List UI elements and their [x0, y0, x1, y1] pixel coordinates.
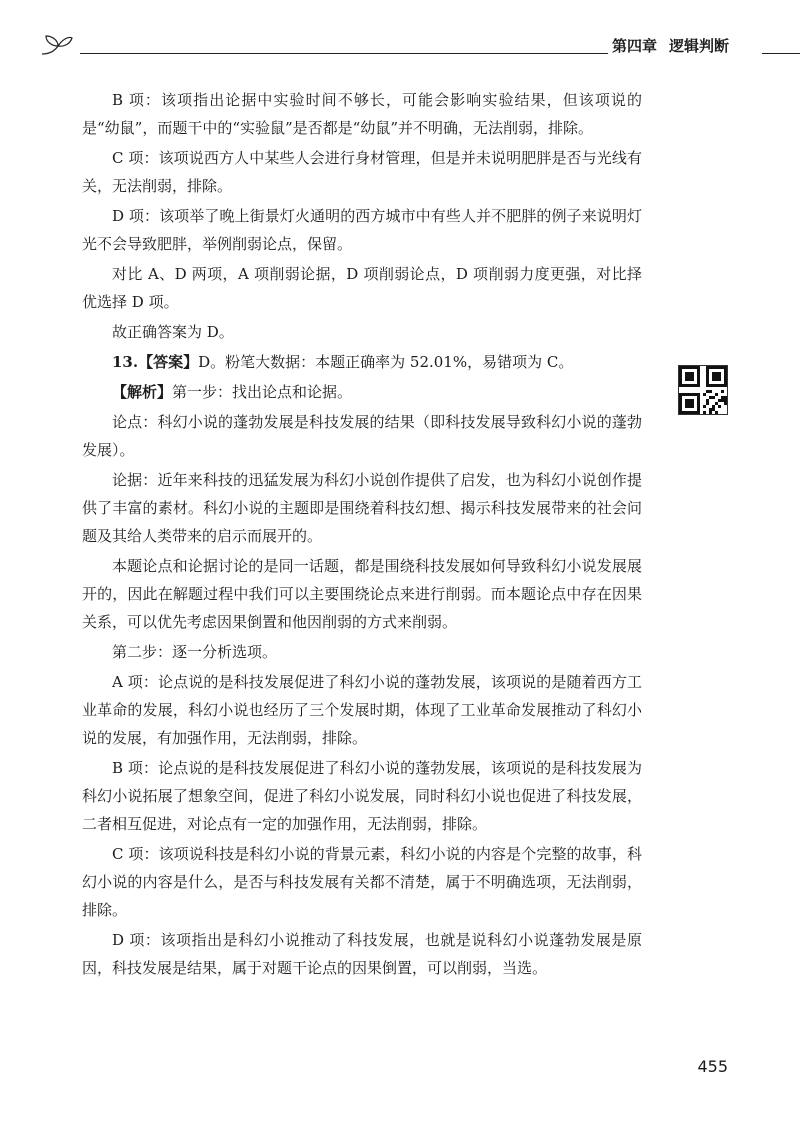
paragraph	[82, 86, 642, 142]
qr-code-graphic	[679, 366, 727, 414]
paragraph	[82, 378, 642, 406]
section-title: 逻辑判断	[669, 37, 730, 55]
paragraph-text: C 项：该项说西方人中某些人会进行身材管理，但是并未说明肥胖是否与光线有关，无法削弱，排除。	[82, 149, 642, 195]
header-rule-left	[80, 53, 608, 54]
paragraph	[82, 754, 642, 838]
body-text	[82, 86, 642, 982]
paragraph	[82, 202, 642, 258]
answer-label: 【解析】	[112, 383, 173, 401]
paragraph-text: D 项：该项指出是科幻小说推动了科技发展，也就是说科幻小说蓬勃发展是原因，科技发展是结果，属于对题干论点的因果倒置，可以削弱，当选。	[82, 931, 642, 977]
paragraph-text: 论点：科幻小说的蓬勃发展是科技发展的结果（即科技发展导致科幻小说的蓬勃发展）。	[82, 413, 642, 459]
paragraph	[82, 144, 642, 200]
paragraph-text: B 项：该项指出论据中实验时间不够长，可能会影响实验结果，但该项说的是“幼鼠”，而题干中的“实验鼠”是否都是“幼鼠”并不明确，无法削弱，排除。	[82, 91, 642, 137]
sprout-icon	[40, 32, 76, 56]
paragraph-text: 论据：近年来科技的迅猛发展为科幻小说创作提供了启发，也为科幻小说创作提供了丰富的素材。科幻小说的主题即是围绕着科技幻想、揭示科技发展带来的社会问题及其给人类带来的启示而展开的。	[82, 471, 642, 545]
paragraph-text: A 项：论点说的是科技发展促进了科幻小说的蓬勃发展，该项说的是随着西方工业革命的发展，科幻小说也经历了三个发展时期，体现了工业革命发展推动了科幻小说的发展，有加强作用，无法削弱，排除。	[82, 673, 642, 747]
chapter-title	[612, 35, 729, 56]
qr-code-icon[interactable]	[678, 365, 728, 415]
paragraph	[82, 638, 642, 666]
paragraph	[82, 466, 642, 550]
paragraph-text: 对比 A、D 两项，A 项削弱论据，D 项削弱论点，D 项削弱力度更强，对比择优选择 D 项。	[82, 265, 642, 311]
paragraph-text: C 项：该项说科技是科幻小说的背景元素，科幻小说的内容是个完整的故事，科幻小说的内容是什么，是否与科技发展有关都不清楚，属于不明确选项，无法削弱，排除。	[82, 845, 642, 919]
paragraph-text: 第二步：逐一分析选项。	[112, 643, 278, 661]
paragraph	[82, 926, 642, 982]
running-header	[40, 32, 800, 62]
paragraph	[82, 408, 642, 464]
page-number: 455	[697, 1057, 728, 1076]
header-rule-right	[762, 53, 800, 54]
answer-label: 13.【答案】	[112, 353, 199, 371]
paragraph-text: 第一步：找出论点和论据。	[172, 383, 353, 401]
paragraph	[82, 840, 642, 924]
paragraph-text: 故正确答案为 D。	[112, 323, 234, 341]
paragraph-text: 本题论点和论据讨论的是同一话题，都是围绕科技发展如何导致科幻小说发展展开的，因此在解题过程中我们可以主要围绕论点来进行削弱。而本题论点中存在因果关系，可以优先考虑因果倒置和他因削弱的方式来削弱。	[82, 557, 642, 631]
paragraph	[82, 260, 642, 316]
paragraph	[82, 668, 642, 752]
paragraph-text: D 项：该项举了晚上街景灯火通明的西方城市中有些人并不肥胖的例子来说明灯光不会导致肥胖，举例削弱论点，保留。	[82, 207, 642, 253]
paragraph	[82, 552, 642, 636]
paragraph-text: D。粉笔大数据：本题正确率为 52.01%，易错项为 C。	[198, 353, 574, 371]
paragraph	[82, 348, 642, 376]
chapter-number: 第四章	[612, 37, 658, 55]
paragraph	[82, 318, 642, 346]
paragraph-text: B 项：论点说的是科技发展促进了科幻小说的蓬勃发展，该项说的是科技发展为科幻小说拓展了想象空间，促进了科幻小说发展，同时科幻小说也促进了科技发展，二者相互促进，对论点有一定的加强作用，无法削弱，排除。	[82, 759, 642, 833]
